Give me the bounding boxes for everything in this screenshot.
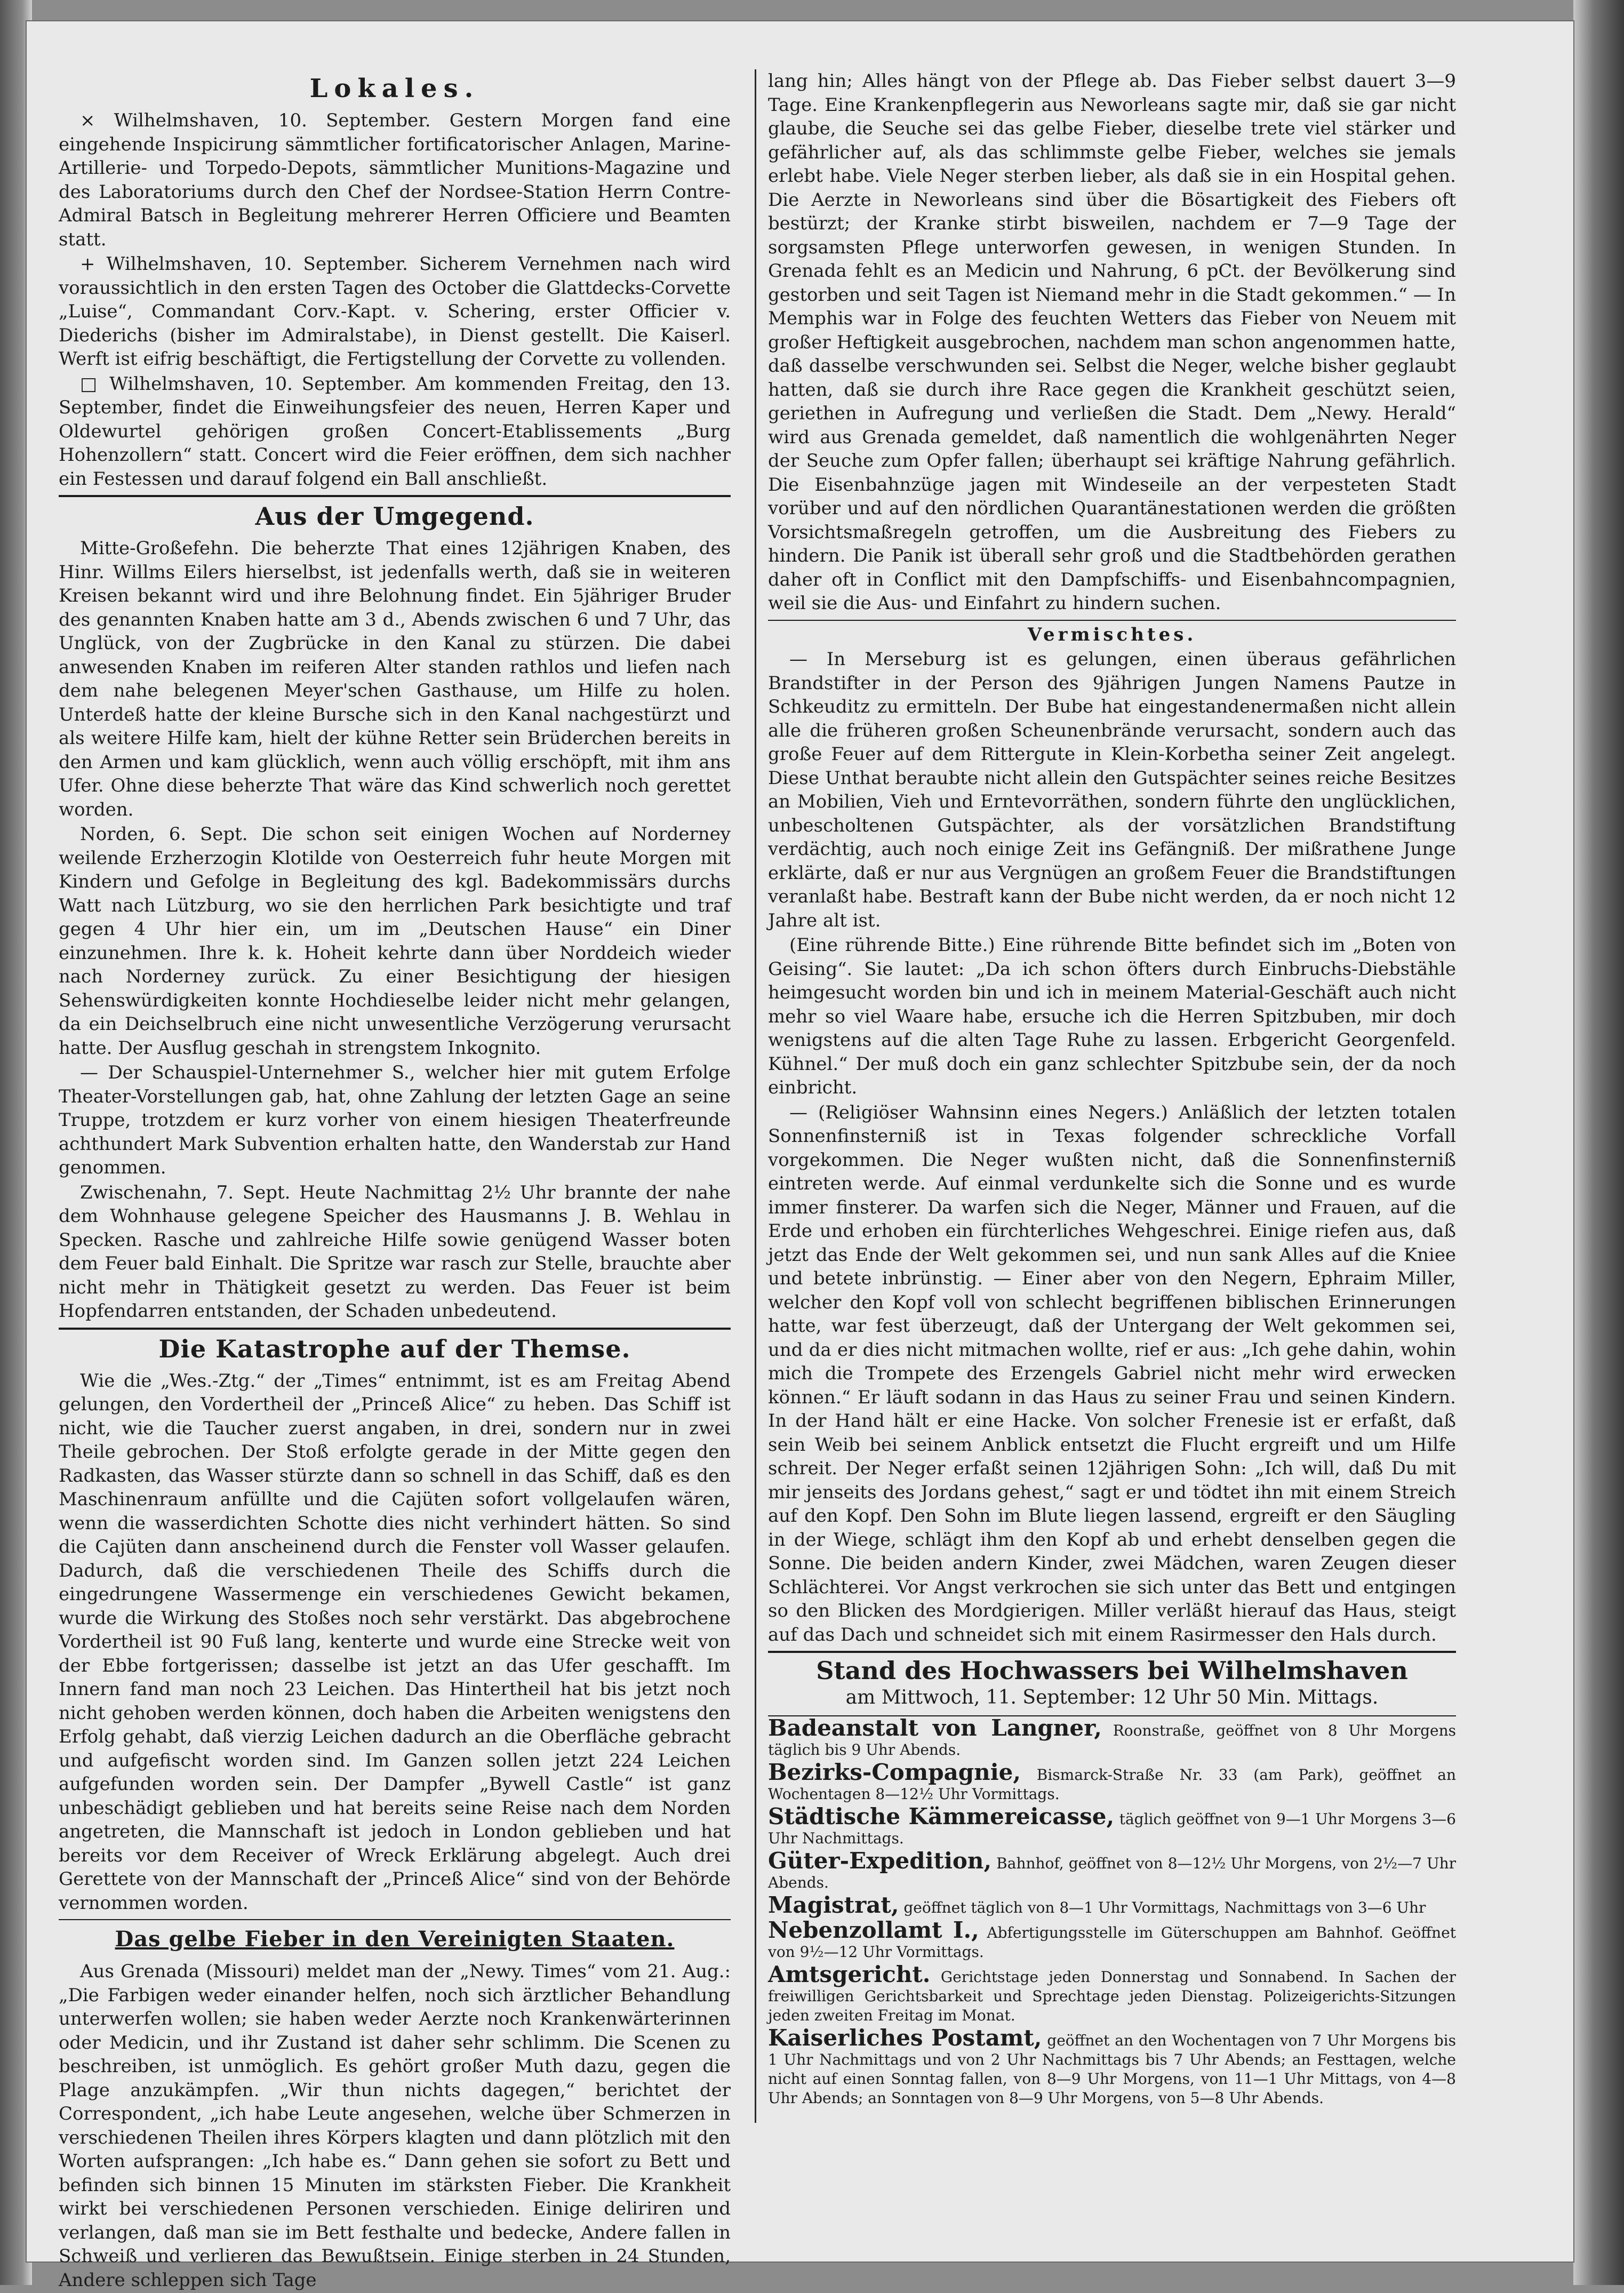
article-paragraph: Aus Grenada (Missouri) meldet man der „Newy. Times“ vom 21. Aug.: „Die Farbigen weder einander helfen, noch sich ärztlicher Behandlung unterwerfen wollen; sie haben weder Aerzte noch Krankenwärterinnen oder Medicin, und ihr Zustand ist daher sehr schlimm. Die Scenen zu beschreiben, ist unmöglich. Es gehört großer Muth dazu, gegen die Plage anzukämpfen. „Wir thun nichts dagegen,“ berichtet der Correspondent, „ich habe Leute angesehen, welche über Schmerzen in verschiedenen Theilen ihres Körpers klagten und dann plötzlich mit den Worten aufsprangen: „Ich habe es.“ Dann gehen sie sofort zu Bett und befinden sich binnen 15 Minuten im stärksten Fieber. Die Krankheit wirkt bei verschiedenen Personen verschieden. Einige deliriren und verlangen, daß man sie im Bett festhalte und bedecke, Andere fallen in Schweiß und verlieren das Bewußtsein. Einige sterben in 24 Stunden, Andere schleppen sich Tage <box>59 1961 731 2291</box>
article-paragraph: + Wilhelmshaven, 10. September. Sicherem Vernehmen nach wird voraussichtlich in den ersten Tagen des October die Glattdecks-Corvette „Luise“, Commandant Corv.-Kapt. v. Schering, erster Officier v. Diederichs (bisher im Admiralstabe), in Dienst gestellt. Die Kaiserl. Werft ist eifrig beschäftigt, die Fertigstellung der Corvette zu vollenden. <box>59 253 731 370</box>
column-divider <box>755 69 756 2123</box>
notice-name: Bezirks-Compagnie, <box>768 1759 1021 1785</box>
section-divider <box>59 495 731 497</box>
notice-name: Güter-Expedition, <box>768 1847 992 1874</box>
notice-text: täglich geöffnet von 9—1 Uhr Morgens 3—6 Uhr Nachmittags. <box>768 1810 1456 1847</box>
article-paragraph: lang hin; Alles hängt von der Pflege ab. Das Fieber selbst dauert 3—9 Tage. Eine Krankenpflegerin aus Neworleans sagte mir, daß sie gar nicht glaube, die Seuche sei das gelbe Fieber, dieselbe trete viel stärker und gefährlicher auf, als das schlimmste gelbe Fieber, welches sie jemals erlebt habe. Viele Neger sterben lieber, als daß sie in ein Hospital gehen. Die Aerzte in Neworleans sind über die Bösartigkeit des Fiebers oft bestürzt; der Kranke stirbt bisweilen, nachdem er 7—9 Tage der sorgsamsten Pflege unterworfen gewesen, in wenigen Stunden. In Grenada fehlt es an Medicin und Nahrung, 6 pCt. der Bevölkerung sind gestorben und seit Tagen ist Niemand mehr in die Stadt gekommen.“ — In Memphis war in Folge des feuchten Wetters das Fieber von Neuem mit großer Heftigkeit ausgebrochen, nachdem man schon angenommen hatte, daß dasselbe verschwunden sei. Selbst die Neger, welche bisher geglaubt hatten, daß sie durch ihre Race gegen die Krankheit geschützt seien, geriethen in Aufregung und verließen die Stadt. Dem „Newy. Herald“ wird aus Grenada gemeldet, daß namentlich die wohlgenährten Neger der Seuche zum Opfer fallen; überhaupt sei kräftige Nahrung gefährlich. Die Eisenbahnzüge jagen mit Windeseile an der verpesteten Stadt vorüber und auf den nördlichen Quarantänestationen werden die größten Vorsichtsmaßregeln getroffen, um die Ausbreitung des Fiebers zu hindern. Die Panik ist überall sehr groß und die Stadtbehörden gerathen daher oft in Conflict mit den Dampfschiffs- und Eisenbahncompagnien, weil sie die Aus- und Einfahrt zu hindern suchen. <box>768 70 1456 614</box>
notice-name: Amtsgericht. <box>768 1961 931 1987</box>
notice-entry <box>768 1803 1456 1848</box>
notice-text: Abfertigungsstelle im Güterschuppen am Bahnhof. Geöffnet von 9½—12 Uhr Vormittags. <box>768 1923 1456 1961</box>
section-title-vermischtes: Vermischtes. <box>1027 624 1197 645</box>
hochwasser-title: Stand des Hochwassers bei Wilhelmshaven <box>816 1656 1408 1685</box>
notice-entry <box>768 1916 1456 1962</box>
section-title-umgegend: Aus der Umgegend. <box>255 502 534 531</box>
newspaper-page <box>27 21 1573 2291</box>
article-paragraph: Norden, 6. Sept. Die schon seit einigen Wochen auf Norderney weilende Erzherzogin Klotilde von Oesterreich fuhr heute Morgen mit Kindern und Gefolge in Begleitung des kgl. Badekommissärs durchs Watt nach Lützburg, wo sie den herrlichen Park besichtigte und traf gegen 4 Uhr hier ein, um im „Deutschen Hause“ ein Diner einzunehmen. Ihre k. k. Hoheit kehrte dann über Norddeich wieder nach Norderney zurück. Zu einer Besichtigung der hiesigen Sehenswürdigkeiten konnte Hochdieselbe leider nicht mehr gelangen, da ein Deichselbruch eine nicht unwesentliche Verzögerung verursacht hatte. Der Ausflug geschah in strengstem Inkognito. <box>59 824 731 1059</box>
section-divider <box>768 620 1456 621</box>
section-divider <box>59 1328 731 1330</box>
notice-entry <box>768 1759 1456 1804</box>
article-paragraph: Zwischenahn, 7. Sept. Heute Nachmittag 2½ Uhr brannte der nahe dem Wohnhause gelegene Speicher des Hausmanns J. B. Wehlau in Specken. Rasche und zahlreiche Hilfe sowie genügend Wasser boten dem Feuer bald Einhalt. Die Spritze war rasch zur Stelle, brauchte aber nicht mehr in Thätigkeit gesetzt zu werden. Das Feuer ist beim Hopfendarren entstanden, der Schaden unbedeutend. <box>59 1181 731 1322</box>
article-paragraph: — In Merseburg ist es gelungen, einen überaus gefährlichen Brandstifter in der Person des 9jährigen Jungen Namens Pautze in Schkeuditz zu ermitteln. Der Bube hat eingestandenermaßen nicht allein alle die früheren großen Scheunenbrände verursacht, sondern auch das große Feuer auf dem Rittergute in Klein-Korbetha seiner Zeit angelegt. Diese Unthat beraubte nicht allein den Gutspächter seines reiche Besitzes an Mobilien, Vieh und Erntevorräthen, sondern führte den unglücklichen, unbescholtenen Gutspächter, als der vorsätzlichen Brandstiftung verdächtig, auch noch einige Zeit ins Gefängniß. Der mißrathene Junge erklärte, daß er nur aus Vergnügen an großem Feuer die Brandstiftungen veranlaßt habe. Bestraft kann der Bube nicht werden, da er noch nicht 12 Jahre alt ist. <box>768 649 1456 931</box>
notice-name: Städtische Kämmereicasse, <box>768 1803 1115 1829</box>
notice-name: Kaiserliches Postamt, <box>768 2024 1042 2051</box>
article-paragraph: — (Religiöser Wahnsinn eines Negers.) Anläßlich der letzten totalen Sonnenfinsterniß ist in Texas folgender schreckliche Vorfall vorgekommen. Die Neger wußten nicht, daß die Sonnenfinsterniß eintreten werde. Auf einmal verdunkelte sich die Sonne und es wurde immer finsterer. Da warfen sich die Neger, Männer und Frauen, auf die Erde und erhoben ein fürchterliches Wehgeschrei. Einige riefen aus, daß jetzt das Ende der Welt gekommen sei, und nun sank Alles auf die Kniee und betete inbrünstig. — Einer aber von den Negern, Ephraim Miller, welcher den Kopf voll von schlecht begriffenen biblischen Erinnerungen hatte, war fest überzeugt, daß der Untergang der Welt gekommen sei, und da er dies nicht mitmachen wollte, rief er aus: „Ich gehe dahin, wohin mich die Trompete des Erzengels Gabriel nicht mehr wird erwecken können.“ Er läuft sodann in das Haus zu seiner Frau und seinen Kindern. In der Hand hält er eine Hacke. Von solcher Frenesie ist er erfaßt, daß sein Weib bei seinem Anblick entsetzt die Flucht ergreift und um Hilfe schreit. Der Neger erfaßt seinen 12jährigen Sohn: „Ich will, daß Du mit mir jenseits des Jordans gehest,“ sagt er und tödtet ihn mit einem Streich auf den Kopf. Den Sohn im Blute liegen lassend, ergreift er den Säugling in der Wiege, schlägt ihm den Kopf ab und erhebt denselben gegen die Sonne. Die beiden andern Kinder, zwei Mädchen, waren Zeugen dieser Schlächterei. Vor Angst verkrochen sie sich unter das Bett und entgingen so den Blicken des Mordgierigen. Miller verläßt hierauf das Haus, steigt auf das Dach und schneidet sich mit einem Rasirmesser den Hals durch. <box>768 1101 1456 1645</box>
notice-text: geöffnet an den Wochentagen von 7 Uhr Morgens bis 1 Uhr Nachmittags und von 2 Uhr Nachmittags bis 7 Uhr Abends; an Festtagen, welche nicht auf einen Sonntag fallen, von 8—9 Uhr Morgens, von 11—1 Uhr Mittags, von 4—8 Uhr Abends; an Sonntagen von 8—9 Uhr Morgens, von 5—8 Uhr Abends. <box>768 2031 1456 2107</box>
hochwasser-subtitle: am Mittwoch, 11. September: 12 Uhr 50 Min. Mittags. <box>845 1687 1379 1708</box>
notice-entry <box>768 1714 1457 1760</box>
article-paragraph: (Eine rührende Bitte.) Eine rührende Bitte befindet sich im „Boten von Geising“. Sie lautet: „Da ich schon öfters durch Einbruchs-Diebstähle heimgesucht worden bin und ich in meinem Material-Geschäft auch nicht mehr so viel Waare habe, ersuche ich die Herren Spitzbuben, mir doch wenigstens auf die alten Tage Ruhe zu lassen. Erbgericht Georgenfeld. Kühnel.“ Der muß doch ein ganz schlechter Spitzbube sein, der da noch einbricht. <box>768 934 1456 1098</box>
right-column <box>768 69 1456 2111</box>
notice-entry <box>768 1847 1456 1892</box>
notice-entry <box>768 1961 1456 2025</box>
section-title-fieber: Das gelbe Fieber in den Vereinigten Staaten. <box>115 1927 675 1952</box>
notice-text: geöffnet täglich von 8—1 Uhr Vormittags, Nachmittags von 3—6 Uhr <box>903 1898 1426 1916</box>
article-paragraph: □ Wilhelmshaven, 10. September. Am kommenden Freitag, den 13. September, findet die Einweihungsfeier des neuen, Herren Kaper und Oldewurtel gehörigen großen Concert-Etablissements „Burg Hohenzollern“ statt. Concert wird die Feier eröffnen, dem sich nachher ein Festessen und darauf folgend ein Ball anschließt. <box>59 373 731 490</box>
section-divider <box>59 1919 731 1920</box>
notice-name: Magistrat, <box>768 1891 899 1918</box>
page-edge <box>1573 0 1624 2285</box>
notice-text: Gerichtstage jeden Donnerstag und Sonnabend. In Sachen der freiwilligen Gerichtsbarkeit und Sprechtage jeden Dienstag. Polizeigerichts-Sitzungen jeden zweiten Freitag im Monat. <box>768 1968 1456 2024</box>
notice-entry <box>768 2024 1456 2108</box>
notice-entry <box>768 1891 1456 1918</box>
section-title-themse: Die Katastrophe auf der Themse. <box>158 1334 631 1363</box>
article-paragraph: — Der Schauspiel-Unternehmer S., welcher hier mit gutem Erfolge Theater-Vorstellungen gab, hat, ohne Zahlung der letzten Gage an seine Truppe, trotzdem er kurz vorher von einem hiesigen Theaterfreunde achthundert Mark Subvention erhalten hatte, den Wanderstab zur Hand genommen. <box>59 1062 731 1178</box>
notice-text: Roonstraße, geöffnet von 8 Uhr Morgens täglich bis 9 Uhr Abends. <box>768 1721 1457 1759</box>
notice-text: Bahnhof, geöffnet von 8—12½ Uhr Morgens, von 2½—7 Uhr Abends. <box>768 1854 1456 1891</box>
notice-text: Bismarck-Straße Nr. 33 (am Park), geöffnet an Wochentagen 8—12½ Uhr Vormittags. <box>768 1765 1456 1803</box>
notice-name: Nebenzollamt I., <box>768 1916 979 1943</box>
section-title-lokales: Lokales. <box>309 74 480 103</box>
article-paragraph: Wie die „Wes.-Ztg.“ der „Times“ entnimmt, ist es am Freitag Abend gelungen, den Vordertheil der „Princeß Alice“ zu heben. Das Schiff ist nicht, wie die Taucher zuerst angaben, in drei, sondern nur in zwei Theile gebrochen. Der Stoß erfolgte gerade in der Mitte gegen den Radkasten, das Wasser stürzte dann so schnell in das Schiff, daß es den Maschinenraum anfüllte und die Cajüten sofort vollgelaufen wären, wenn die wasserdichten Schotte dies nicht verhindert hätten. So sind die Cajüten dann anscheinend durch die Fenster voll Wasser gelaufen. Dadurch, daß die verschiedenen Theile des Schiffs durch die eingedrungene Wassermenge ein verschiedenes Gewicht bekamen, wurde die Wirkung des Stoßes noch sehr verstärkt. Das abgebrochene Vordertheil ist 90 Fuß lang, kenterte und wurde eine Strecke weit von der Ebbe fortgerissen; dasselbe ist jetzt an das Ufer geschafft. Im Innern fand man noch 23 Leichen. Das Hintertheil hat bis jetzt noch nicht gehoben werden können, doch haben die Arbeiten wenigstens den Erfolg gehabt, daß vierzig Leichen dadurch an die Oberfläche gebracht und aufgefischt worden sind. Im Ganzen sollen jetzt 224 Leichen aufgefunden worden sein. Der Dampfer „Bywell Castle“ ist ganz unbeschädigt geblieben und hat bereits seine Reise nach dem Norden angetreten, die Mannschaft ist jedoch in London geblieben und hat bereits vor dem Receiver of Wreck Erklärung abgelegt. Auch drei Gerettete von der Mannschaft der „Princeß Alice“ sind von der Behörde vernommen worden. <box>59 1370 731 1914</box>
notice-name: Badeanstalt von Langner, <box>768 1714 1102 1741</box>
left-column <box>59 69 731 2293</box>
article-paragraph: Mitte-Großefehn. Die beherzte That eines 12jährigen Knaben, des Hinr. Willms Eilers hierselbst, ist jedenfalls werth, daß sie in weiteren Kreisen bekannt wird und ihre Belohnung findet. Ein 5jähriger Bruder des genannten Knaben hatte am 3 d., Abends zwischen 6 und 7 Uhr, das Unglück, von der Zugbrücke in den Kanal zu stürzen. Die dabei anwesenden Knaben im reiferen Alter standen rathlos und liefen nach dem nahe belegenen Meyer'schen Gasthause, um Hilfe zu holen. Unterdeß hatte der kleine Bursche sich in den Kanal nachgestürzt und als weitere Hilfe kam, hielt der kühne Retter sein Brüderchen bereits in den Armen und kam glücklich, wenn auch völlig erschöpft, mit ihm ans Ufer. Ohne diese beherzte That wäre das Kind schwerlich noch gerettet worden. <box>59 538 731 820</box>
article-paragraph: × Wilhelmshaven, 10. September. Gestern Morgen fand eine eingehende Inspicirung sämmtlicher fortificatorischer Anlagen, Marine-Artillerie- und Torpedo-Depots, sämmtlicher Munitions-Magazine und des Laboratoriums durch den Chef der Nordsee-Station Herrn Contre-Admiral Batsch in Begleitung mehrerer Herren Officiere und Beamten statt. <box>59 110 731 250</box>
section-divider <box>768 1651 1456 1653</box>
